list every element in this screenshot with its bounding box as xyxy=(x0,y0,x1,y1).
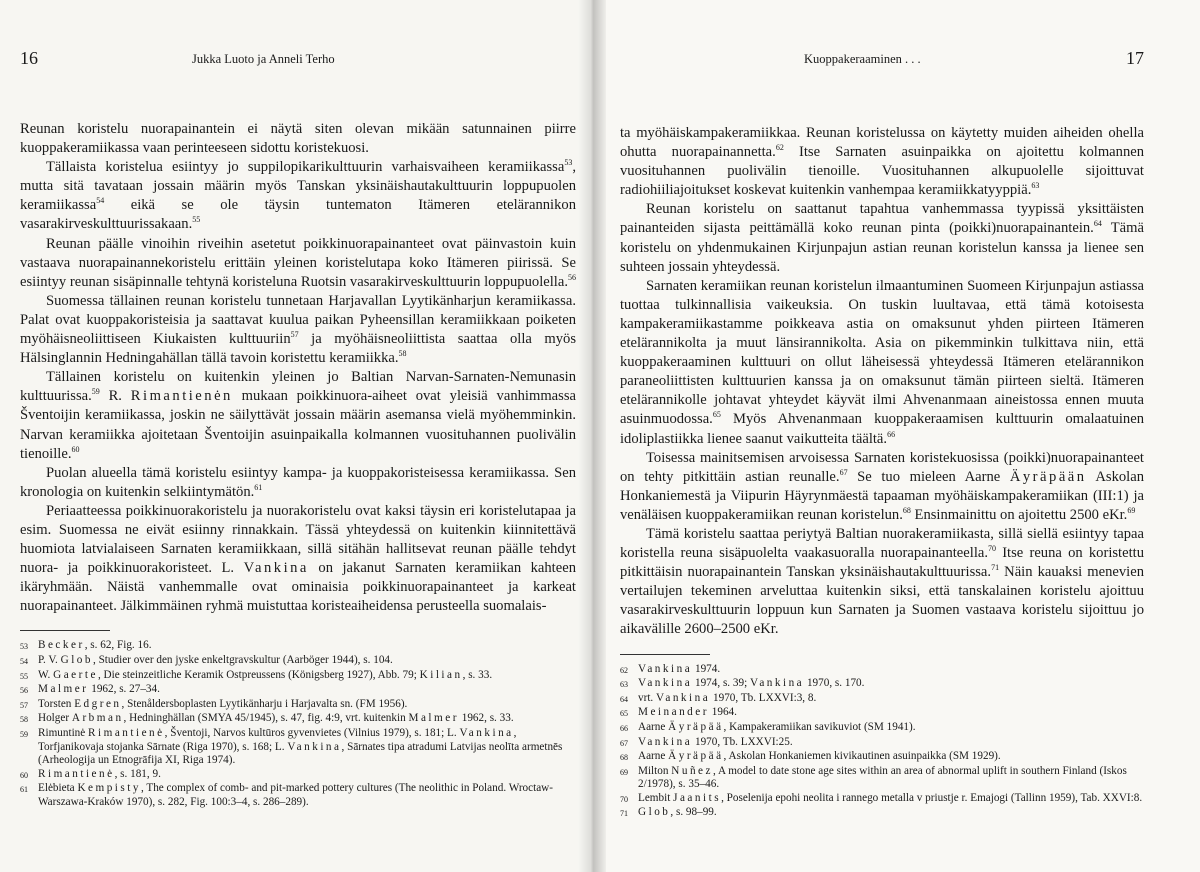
footnote-number: 56 xyxy=(20,686,28,696)
footnote-reference: 64 xyxy=(1093,219,1102,229)
footnote-reference: 62 xyxy=(775,143,784,153)
footnote-text xyxy=(38,782,576,809)
footnote xyxy=(620,736,1144,751)
right-footnotes xyxy=(620,663,1144,822)
text-run: Tämä koristelu saattaa periytyä Baltian nuorakeramiikasta, sillä siellä esiintyy tapaa koristella reuna sisäpuolelta vaakasuoralla nuorapainanteella. xyxy=(620,525,1144,562)
footnote-reference: 59 xyxy=(91,387,100,397)
text-run: mukaan poikkinuora-aiheet ovat yleisiä vanhimmassa Šventoijin keramiikassa, joskin ne säilyttävät jossain määrin asemansa vielä myöhemminkin. Narvan keramiikka ajoitetaan Šventoijin asuinpaikalla kolmannen vuosituhannen puolivälin tienoille. xyxy=(20,388,576,462)
footnote-text xyxy=(638,706,1144,721)
spaced-author-name: Gaerte xyxy=(53,668,98,681)
footnote-number: 68 xyxy=(620,753,628,763)
left-footnote-rule xyxy=(20,630,110,631)
spaced-author-name: Malmer xyxy=(408,712,459,725)
footnote-number: 71 xyxy=(620,809,628,819)
spaced-author-name: Rimantienėn xyxy=(130,388,233,405)
text-run: R. xyxy=(99,388,131,405)
footnote-number: 55 xyxy=(20,671,28,681)
text-run: Sarnaten keramiikan reunan koristelun ilmaantuminen Suomeen Kirjunpajun astiassa tuottaa tulkinnallisia vaikeuksia. On tuskin luultavaa, että tämä kotoisesta kampakeramiikastamme poikkeava astia on omaksunut yhden piirteen Itämeren etelärannikolta ja muut länsirannikolta. Asia on pikemminkin tulkittava niin, että kuoppakeraaminen kulttuuri on ollut läheisessä yhteydessä Itämeren etelärannikon paraneoliittisten kulttuurien kanssa ja on omaksunut tämän piirteen sieltä. Itämeren etelärannikolle johtavat yhteydet käyvät ilmi Ahvenanmaan aineistossa ennen muuta asuinmuodossa. xyxy=(620,277,1144,428)
text-run: , Hedninghällan (SMYA 45/1945), s. 47, fig. 4:9, vrt. kuitenkin xyxy=(123,712,409,725)
spaced-author-name: Meinander xyxy=(638,706,709,719)
spaced-author-name: Malmer xyxy=(38,683,89,696)
left-page xyxy=(0,0,590,872)
footnote xyxy=(620,663,1144,678)
footnote-reference: 68 xyxy=(902,506,911,516)
text-run: 1970, Tb. LXXVI:3, 8. xyxy=(710,691,817,704)
footnote xyxy=(20,654,576,669)
text-run: W. xyxy=(38,668,54,681)
footnote-reference: 55 xyxy=(192,215,201,225)
body-paragraph xyxy=(20,464,576,502)
text-run: 1974. xyxy=(692,662,721,675)
left-page-header xyxy=(20,40,576,68)
right-page xyxy=(590,0,1200,872)
footnote-number: 60 xyxy=(20,770,28,780)
body-paragraph xyxy=(20,158,576,234)
text-run: ta myöhäiskampakeramiikkaa. Reunan koristelussa on käytetty muiden aiheiden ohella ohutta nuorapainannetta. xyxy=(620,125,1144,161)
text-run: , s. 181, 9. xyxy=(114,767,161,780)
text-run: Myös Ahvenanmaan kuoppakeraamisen kulttuurin omalaatuinen idoliplastiikka lienee saanut vaikutteita täältä. xyxy=(620,411,1144,447)
left-body-text xyxy=(20,120,576,616)
footnote-number: 65 xyxy=(620,709,628,719)
footnote-number: 69 xyxy=(620,767,628,777)
text-run: Toisessa mainitsemisen arvoisessa Sarnaten koristekuosissa (poikki)nuorapainanteet on tehty pitkittäin astian reunalle. xyxy=(620,449,1144,485)
footnote-reference: 58 xyxy=(398,349,407,359)
text-run: 1974, s. 39; xyxy=(692,677,750,690)
spaced-author-name: Nuñez xyxy=(671,764,713,777)
text-run: , Kampakeramiikan savikuviot (SM 1941). xyxy=(723,720,916,733)
spaced-author-name: Vankina xyxy=(638,662,693,675)
text-run: , mutta sitä tavataan jossain määrin myös Tanskan yksinäishautakulttuurin loppupuolen keramiikassa xyxy=(20,159,576,214)
footnote-number: 53 xyxy=(20,642,28,652)
spaced-author-name: Vankina xyxy=(749,677,805,690)
footnote-text xyxy=(638,806,1144,821)
footnote xyxy=(620,677,1144,692)
text-run: Tämä koristelu on yhdenmukainen Kirjunpajun astian reunan koristelun kanssa ja lienee sen suhteen jossain yhteydessä. xyxy=(620,220,1144,275)
text-run: , s. 33. xyxy=(462,668,493,681)
text-run: on jakanut Sarnaten keramiikan kahteen ikäryhmään. Näistä vanhemmalle ovat ominaisia poikkinuorapainanteet ja karkeat nuorapainanteet. Jälkimmäinen ryhmä muistuttaa koristeaiheidensa perusteella suomalais- xyxy=(20,560,576,615)
footnote-reference: 53 xyxy=(564,158,573,168)
footnote-text xyxy=(638,792,1144,807)
footnote-text xyxy=(638,765,1144,792)
footnote xyxy=(620,721,1144,736)
body-paragraph xyxy=(20,292,576,368)
text-run: Reunan päälle vinoihin riveihin asetetut poikkinuorapainanteet ovat päinvastoin kuin vastaava nuorapainannekoristelu erittäin yleinen koristelutapa koko Itämeren piirissä. Se esiintyy reunan sisäpinnalle tehtynä koristeluna Ruotsin vasarakirveskulttuurin loppupuolella. xyxy=(20,235,576,290)
text-run: Rimuntinė xyxy=(38,727,89,739)
spaced-author-name: Vankina xyxy=(638,677,693,690)
spaced-author-name: Glob xyxy=(638,806,671,819)
text-run: Se tuo mieleen Aarne xyxy=(847,468,1010,485)
footnote-text xyxy=(38,654,576,669)
footnote-number: 57 xyxy=(20,700,28,710)
footnote-text xyxy=(638,677,1144,692)
footnote xyxy=(20,727,576,768)
footnote xyxy=(20,782,576,809)
footnote xyxy=(620,806,1144,821)
text-run: , Stenåldersboplasten Lyytikänharju i Harjavalta sn. (FM 1956). xyxy=(121,697,408,710)
text-run: 1962, s. 27–34. xyxy=(88,683,160,696)
spaced-author-name: Becker xyxy=(38,639,85,652)
footnote-number: 58 xyxy=(20,715,28,725)
footnote-number: 70 xyxy=(620,794,628,804)
footnote-text xyxy=(638,692,1144,707)
text-run: , The complex of comb- and pit-marked pottery cultures (The neolithic in Poland. Wroctaw-Warszawa-Kraków 1970), s. 282, Fig. 100:3–4, s. 286–289). xyxy=(38,782,553,808)
footnote xyxy=(20,712,576,727)
spaced-author-name: Äyräpään xyxy=(1009,468,1087,485)
text-run: eikä se ole täysin tuntematon Itämeren etelärannikon vasarakirveskulttuurissakaan. xyxy=(20,197,576,233)
text-run: Tällaista koristelua esiintyy jo suppilopikarikulttuurin varhaisvaiheen keramiikassa xyxy=(46,159,565,176)
footnote-text xyxy=(638,750,1144,765)
spaced-author-name: Vankina xyxy=(656,691,711,704)
footnote-number: 59 xyxy=(20,730,28,739)
footnote-reference: 71 xyxy=(991,563,1000,573)
footnote-text xyxy=(38,712,576,727)
footnote xyxy=(620,792,1144,807)
text-run: , Šventoji, Narvos kultūros gyvenvietes (Vilnius 1979), s. 181; L. xyxy=(164,727,460,739)
text-run: P. V. xyxy=(38,654,61,667)
spaced-author-name: Vankina xyxy=(243,560,309,577)
text-run: Reunan koristelu on saattanut tapahtua vanhemmassa tyypissä yksittäisten painanteiden sijasta peittämällä koko reunan pinta (poikki)nuorapainantein. xyxy=(620,201,1144,237)
body-paragraph xyxy=(20,235,576,292)
spaced-author-name: Vankina xyxy=(459,727,514,739)
footnote xyxy=(620,750,1144,765)
body-paragraph xyxy=(620,200,1144,276)
text-run: Periaatteessa poikkinuorakoristelu ja nuorakoristelu ovat kaksi täysin eri koristelutapaa ja esim. Suomessa ne eivät esiinny rinnakkain. Tässä yhteydessä on kuitenkin kiinnitettävä huomiota latvialaiseen Sarnaten keramiikkaan, sillä sitähän hallitsevat reunan päälle tehdyt nuora- ja poikkinuorakoristeet. L. xyxy=(20,502,576,577)
footnote-reference: 67 xyxy=(839,467,848,477)
spaced-author-name: Äyräpää xyxy=(668,750,724,763)
spaced-author-name: Jaanits xyxy=(673,791,722,804)
footnote-number: 64 xyxy=(620,694,628,704)
footnote-text xyxy=(38,768,576,783)
text-run: , s. 62, Fig. 16. xyxy=(84,639,152,652)
footnote-reference: 65 xyxy=(712,410,721,420)
text-run: Elėbieta xyxy=(38,782,78,795)
text-run: 1962, s. 33. xyxy=(458,712,514,725)
body-paragraph xyxy=(20,120,576,158)
body-paragraph xyxy=(620,124,1144,200)
text-run: 1970, s. 170. xyxy=(804,677,865,690)
text-run: Itse Sarnaten asuinpaikka on ajoitettu kolmannen vuosituhannen puolivälin tienoille. Vuosituhannen alkupuolelle sijoittuvat radiohiiliajoitukset koskevat kuitenkin vanhempaa keramiikkatyyppiä. xyxy=(620,144,1145,199)
body-paragraph xyxy=(20,368,576,463)
spaced-author-name: Kempisty xyxy=(77,782,141,795)
body-paragraph xyxy=(20,502,576,617)
text-run: Tällainen koristelu on kuitenkin yleinen jo Baltian Narvan-Sarnaten-Nemunasin kulttuurissa. xyxy=(20,369,576,405)
text-run: , Sārnates tipa atradumi Latvijas neolīta armetnēs (Arheologija un Etnogrāfija XI, Riga 1974). xyxy=(38,740,563,767)
text-run: , Askolan Honkaniemen kivikautinen asuinpaikka (SM 1929). xyxy=(723,750,1001,763)
text-run: vrt. xyxy=(638,691,657,704)
spaced-author-name: Arbman xyxy=(71,712,124,725)
footnote-text xyxy=(38,669,576,684)
footnote-reference: 61 xyxy=(254,482,263,492)
footnote xyxy=(20,683,576,698)
text-run: ja myöhäisneoliittista saattaa olla myös Hälsinglannin Hedningahällan tällä tavoin koristettu keramiikka. xyxy=(20,331,576,367)
left-footnotes xyxy=(20,639,576,809)
text-run: Lembit xyxy=(638,791,674,804)
body-paragraph xyxy=(620,449,1144,525)
body-paragraph xyxy=(620,525,1144,640)
right-running-head: Kuoppakeraaminen . . . xyxy=(804,52,921,66)
text-run: Ensinmainittu on ajoitettu 2500 eKr. xyxy=(910,506,1128,523)
spaced-author-name: Edgren xyxy=(74,697,122,710)
footnote-reference: 60 xyxy=(71,444,80,454)
text-run: 1970, Tb. LXXVI:25. xyxy=(692,735,793,748)
footnote-number: 67 xyxy=(620,738,628,748)
footnote-number: 61 xyxy=(20,785,28,795)
spaced-author-name: Rimantienė xyxy=(88,727,165,739)
footnote xyxy=(20,639,576,654)
text-run: , s. 98–99. xyxy=(670,806,717,819)
right-page-number: 17 xyxy=(1126,48,1144,68)
text-run: 1964. xyxy=(708,706,737,719)
text-run: , Torfjanikovaja stojanka Sārnate (Riga 1970), s. 168; L. xyxy=(38,727,517,753)
text-run: Puolan alueella tämä koristelu esiintyy kampa- ja kuoppakoristeisessa keramiikassa. Sen kronologia on kuitenkin selkiintymätön. xyxy=(20,464,576,500)
footnote-number: 63 xyxy=(620,680,628,690)
text-run: Näin kauaksi menevien vertailujen tekeminen arveluttaa kuitenkin siksi, että tanskalainen koristelu ajoittuu vasarakirveskulttuurin loppuun kun Sarnaten ja Suomen vastaava koristelu sijoittuu jo aikavälille 2600–2500 eKr. xyxy=(620,564,1145,638)
footnote-number: 62 xyxy=(620,665,628,675)
footnote-text xyxy=(38,698,576,713)
footnote-text xyxy=(638,736,1144,751)
spaced-author-name: Rimantienė xyxy=(38,767,115,780)
footnote-reference: 69 xyxy=(1127,506,1136,516)
footnote-number: 66 xyxy=(620,723,628,733)
text-run: , Poselenija epohi neolita i rannego metalla v priustje r. Emajogi (Tallinn 1959), Tab. XXVI:8. xyxy=(721,791,1143,804)
right-page-header xyxy=(620,40,1144,68)
text-run: Aarne xyxy=(638,750,669,763)
right-body-text xyxy=(620,124,1144,640)
footnote xyxy=(620,706,1144,721)
left-page-number: 16 xyxy=(20,48,38,68)
footnote-text xyxy=(638,721,1144,736)
text-run: Torsten xyxy=(38,697,75,710)
footnote xyxy=(20,768,576,783)
text-run: Milton xyxy=(638,764,672,777)
spaced-author-name: Äyräpää xyxy=(668,720,724,733)
text-run: , A model to date stone age sites within an area of abnormal uplift in southern Finland (Iskos 2/1978), s. 35–46. xyxy=(638,764,1127,791)
footnote-text xyxy=(638,663,1144,678)
text-run: Aarne xyxy=(638,720,669,733)
text-run: Holger xyxy=(38,712,72,725)
footnote-text xyxy=(38,639,576,654)
right-footnote-rule xyxy=(620,654,710,655)
footnote xyxy=(20,698,576,713)
footnote-reference: 56 xyxy=(567,272,576,282)
footnote xyxy=(620,692,1144,707)
text-run: Itse reuna on koristettu pitkittäisin nuorapainantein Tanskan yksinäishautakulttuurissa. xyxy=(620,545,1144,581)
footnote-reference: 54 xyxy=(96,196,105,206)
text-run: Reunan koristelu nuorapainantein ei näytä siten olevan mikään satunnainen piirre kuoppakeramiikassa vaan perinteeseen sidottu koristekuosi. xyxy=(20,121,576,157)
footnote-number: 54 xyxy=(20,657,28,667)
text-run: , Studier over den jyske enkeltgravskultur (Aarböger 1944), s. 104. xyxy=(92,654,393,667)
footnote-reference: 66 xyxy=(887,429,896,439)
text-run: , Die steinzeitliche Keramik Ostpreussens (Königsberg 1927), Abb. 79; xyxy=(97,668,420,681)
text-run: Askolan Honkaniemestä ja Viipurin Häyrynmäestä tapaaman myöhäiskampakeramiikan (III:1) ja venäläisen kuoppakeramiikan reunan koristelun. xyxy=(620,468,1145,523)
footnote-reference: 63 xyxy=(1031,181,1040,191)
left-running-head: Jukka Luoto ja Anneli Terho xyxy=(192,52,335,66)
footnote-text xyxy=(38,683,576,698)
footnote-reference: 57 xyxy=(290,330,299,340)
spaced-author-name: Vankina xyxy=(638,735,693,748)
spaced-author-name: Glob xyxy=(60,654,93,667)
text-run: Suomessa tällainen reunan koristelu tunnetaan Harjavallan Lyytikänharjun keramiikassa. Palat ovat kuoppakoristeisia ja saattavat kuulua paikan Pyheensillan keramiikkaan poiketen myöhäisneoliittiseen Kiukaisten kulttuuriin xyxy=(20,292,576,348)
footnote xyxy=(620,765,1144,792)
footnote-text xyxy=(38,727,576,768)
body-paragraph xyxy=(620,277,1144,449)
footnote xyxy=(20,669,576,684)
spaced-author-name: Vankina xyxy=(287,740,342,753)
footnote-reference: 70 xyxy=(988,544,996,554)
spaced-author-name: Kilian xyxy=(419,668,463,681)
